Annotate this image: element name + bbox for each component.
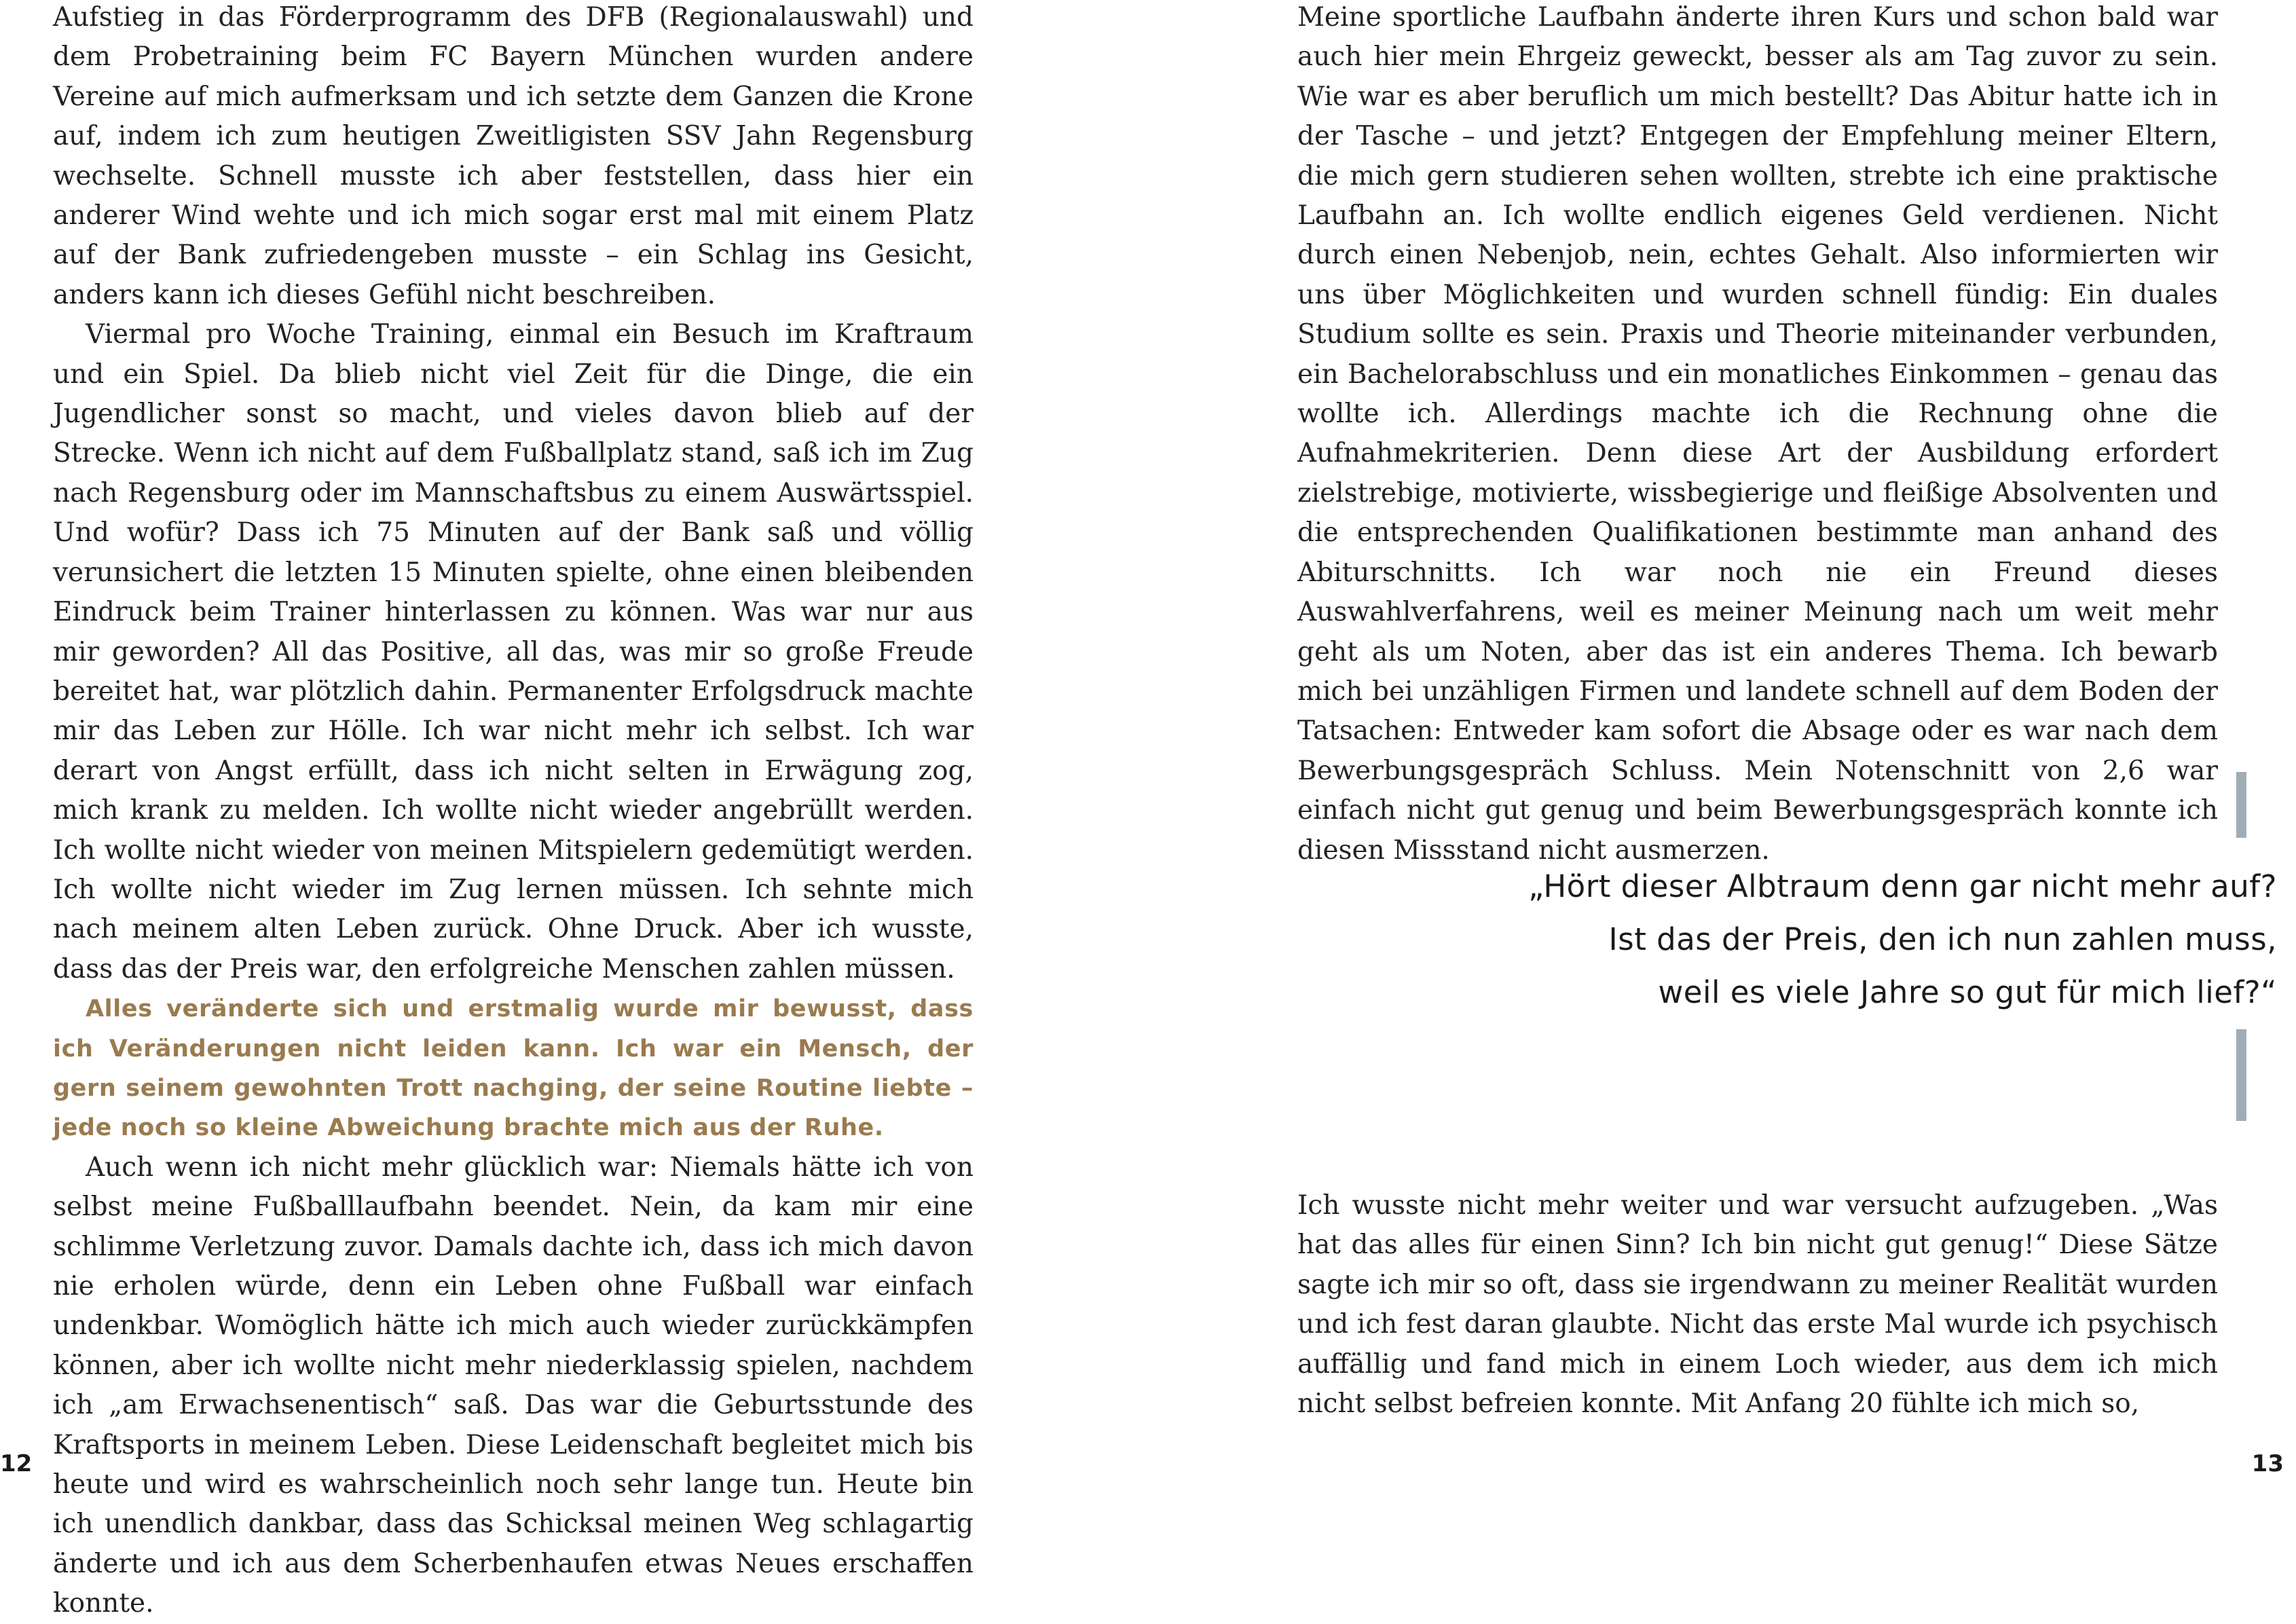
quote-bar-bottom xyxy=(2236,1029,2246,1121)
left-page: Aufstieg in das Förderprogramm des DFB (Regionalauswahl) und dem Probetraining beim FC Bayern München wurden andere Vereine auf mich aufmerksam und ich setzte dem Ganzen die Krone auf, indem ich zum heutigen Zweitligisten SSV Jahn Regensburg wechselte. Schnell musste ich aber feststellen, dass hier ein anderer Wind wehte und ich mich sogar erst mal mit einem Platz auf der Bank zufriedengeben musste – ein Schlag ins Gesicht, anders kann ich dieses Gefühl nicht beschreiben. Viermal pro Woche Training, einmal ein Besuch im Kraftraum und ein Spiel. Da blieb nicht viel Zeit für die Dinge, die ein Jugendlicher sonst so macht, und vieles davon blieb auf der Strecke. Wenn ich nicht auf dem Fußballplatz stand, saß ich im Zug nach Regensburg oder im Mannschaftsbus zu einem Auswärtsspiel. Und wofür? Dass ich 75 Minuten auf der Bank saß und völlig verunsichert die letzten 15 Minuten spielte, ohne einen bleibenden Eindruck beim Trainer hinterlassen zu können. Was war nur aus mir geworden? All das Positive, all das, was mir so große Freude bereitet hat, war plötzlich dahin. Permanenter Erfolgsdruck machte mir das Leben zur Hölle. Ich war nicht mehr ich selbst. Ich war derart von Angst erfüllt, dass ich nicht selten in Erwägung zog, mich krank zu melden. Ich wollte nicht wieder angebrüllt werden. Ich wollte nicht wieder von meinen Mitspielern gedemütigt werden. Ich wollte nicht wieder im Zug lernen müssen. Ich sehnte mich nach meinem alten Leben zurück. Ohne Druck. Aber ich wusste, dass das der Preis war, den erfolgreiche Menschen zahlen müssen. Alles veränderte sich und erstmalig wurde mir bewusst, dass ich Veränderungen nicht leiden kann. Ich war ein Mensch, der gern seinem gewohnten Trott nachging, der seine Routine liebte – jede noch so kleine Abweichung brachte mich aus der Ruhe. Auch wenn ich nicht mehr glücklich war: Niemals hätte ich von selbst meine Fußballlaufbahn beendet. Nein, da kam mir eine schlimme Verletzung zuvor. Damals dachte ich, dass ich mich davon nie erholen würde, denn ein Leben ohne Fußball war einfach undenkbar. Womöglich hätte ich mich auch wieder zurückkämpfen können, aber ich wollte nicht mehr niederklassig spielen, nachdem ich „am Erwachsenentisch“ saß. Das war die Geburtsstunde des Kraftsports in meinem Leben. Diese Leidenschaft begleitet mich bis heute und wird es wahrscheinlich noch sehr lange tun. Heute bin ich unendlich dankbar, dass das Schicksal meinen Weg schlagartig änderte und ich aus dem Scherbenhaufen etwas Neues erschaffen konnte. 12 xyxy=(0,0,1148,1477)
paragraph: Aufstieg in das Förderprogramm des DFB (Regionalauswahl) und dem Probetraining beim FC Bayern München wurden andere Vereine auf mich aufmerksam und ich setzte dem Ganzen die Krone auf, indem ich zum heutigen Zweitligisten SSV Jahn Regensburg wechselte. Schnell musste ich aber feststellen, dass hier ein anderer Wind wehte und ich mich sogar erst mal mit einem Platz auf der Bank zufriedengeben musste – ein Schlag ins Gesicht, anders kann ich dieses Gefühl nicht beschreiben. xyxy=(53,2,974,310)
paragraph: Meine sportliche Laufbahn änderte ihren Kurs und schon bald war auch hier mein Ehrgeiz geweckt, besser als am Tag zuvor zu sein. Wie war es aber beruflich um mich bestellt? Das Abitur hatte ich in der Tasche – und jetzt? Entgegen der Empfehlung meiner Eltern, die mich gern studieren sehen wollten, strebte ich eine praktische Laufbahn an. Ich wollte endlich eigenes Geld verdienen. Nicht durch einen Nebenjob, nein, echtes Gehalt. Also informierten wir uns über Möglichkeiten und wurden schnell fündig: Ein duales Studium sollte es sein. Praxis und Theorie miteinander verbunden, ein Bachelorabschluss und ein monatliches Einkommen – genau das wollte ich. Allerdings machte ich die Rechnung ohne die Aufnahmekriterien. Denn diese Art der Ausbildung erfordert zielstrebige, motivierte, wissbegierige und fleißige Absolventen und die entsprechenden Qualifikationen bestimmte man anhand des Abiturschnitts. Ich war noch nie ein Freund dieses Auswahlverfahrens, weil es meiner Meinung nach um weit mehr geht als um Noten, aber das ist ein anderes Thema. Ich bewarb mich bei unzähligen Firmen und landete schnell auf dem Boden der Tatsachen: Entweder kam sofort die Absage oder es war nach dem Bewerbungsgespräch Schluss. Mein Notenschnitt von 2,6 war einfach nicht gut genug und beim Bewerbungsgespräch konnte ich diesen Missstand nicht ausmerzen. xyxy=(1297,2,2218,866)
highlighted-passage: Alles veränderte sich und erstmalig wurde mir bewusst, dass ich Veränderungen nicht leiden kann. Ich war ein Mensch, der gern seinem gewohnten Trott nachging, der seine Routine liebte – jede noch so kleine Abweichung brachte mich aus der Ruhe. xyxy=(53,995,974,1142)
right-page: Meine sportliche Laufbahn änderte ihren Kurs und schon bald war auch hier mein Ehrgeiz geweckt, besser als am Tag zuvor zu sein. Wie war es aber beruflich um mich bestellt? Das Abitur hatte ich in der Tasche – und jetzt? Entgegen der Empfehlung meiner Eltern, die mich gern studieren sehen wollten, strebte ich eine praktische Laufbahn an. Ich wollte endlich eigenes Geld verdienen. Nicht durch einen Nebenjob, nein, echtes Gehalt. Also informierten wir uns über Möglichkeiten und wurden schnell fündig: Ein duales Studium sollte es sein. Praxis und Theorie miteinander verbunden, ein Bachelorabschluss und ein monatliches Einkommen – genau das wollte ich. Allerdings machte ich die Rechnung ohne die Aufnahmekriterien. Denn diese Art der Ausbildung erfordert zielstrebige, motivierte, wissbegierige und fleißige Absolventen und die entsprechenden Qualifikationen bestimmte man anhand des Abiturschnitts. Ich war noch nie ein Freund dieses Auswahlverfahrens, weil es meiner Meinung nach um weit mehr geht als um Noten, aber das ist ein anderes Thema. Ich bewarb mich bei unzähligen Firmen und landete schnell auf dem Boden der Tatsachen: Entweder kam sofort die Absage oder es war nach dem Bewerbungsgespräch Schluss. Mein Notenschnitt von 2,6 war einfach nicht gut genug und beim Bewerbungsgespräch konnte ich diesen Missstand nicht ausmerzen. „Hört dieser Albtraum denn gar nicht mehr auf? Ist das der Preis, den ich nun zahlen muss, weil es viele Jahre so gut für mich lief?“ Ich wusste nicht mehr weiter und war versucht aufzugeben. „Was hat das alles für einen Sinn? Ich bin nicht gut genug!“ Diese Sätze sagte ich mir so oft, dass sie irgendwann zu meiner Realität wurden und ich fest daran glaubte. Nicht das erste Mal wurde ich psychisch auffällig und fand mich in einem Loch wieder, aus dem ich mich nicht selbst befreien konnte. Mit Anfang 20 fühlte ich mich so, 13 xyxy=(1148,0,2296,1477)
paragraph-text: Viermal pro Woche Training, einmal ein Besuch im Kraftraum und ein Spiel. Da blieb nicht viel Zeit für die Dinge, die ein Jugendlicher sonst so macht, und vieles davon blieb auf der Strecke. Wenn ich nicht auf dem Fußballplatz stand, saß ich im Zug nach Regensburg oder im Mannschaftsbus zu einem Auswärtsspiel. Und wofür? Dass ich 75 Minuten auf der Bank saß und völlig verunsichert die letzten 15 Minuten spielte, ohne einen bleibenden Eindruck beim Trainer hinterlassen zu können. Was war nur aus mir geworden? All das Positive, all das, was mir so große Freude bereitet hat, war plötzlich dahin. Permanenter Erfolgsdruck machte mir das Leben zur Hölle. Ich war nicht mehr ich selbst. Ich war derart von Angst erfüllt, dass ich nicht selten in Erwägung zog, mich krank zu melden. Ich wollte nicht wieder angebrüllt werden. Ich wollte nicht wieder von meinen Mitspielern gedemütigt werden. Ich wollte nicht wieder im Zug lernen müssen. Ich sehnte mich nach meinem alten Leben zurück. Ohne Druck. Aber ich wusste, dass das der Preis war, den erfolgreiche Menschen zahlen müssen. xyxy=(53,319,974,984)
paragraph: Auch wenn ich nicht mehr glücklich war: Niemals hätte ich von selbst meine Fußballlaufbahn beendet. Nein, da kam mir eine schlimme Verletzung zuvor. Damals dachte ich, dass ich mich davon nie erholen würde, denn ein Leben ohne Fußball war einfach undenkbar. Womöglich hätte ich mich auch wieder zurückkämpfen können, aber ich wollte nicht mehr niederklassig spielen, nachdem ich „am Erwachsenentisch“ saß. Das war die Geburtsstunde des Kraftsports in meinem Leben. Diese Leidenschaft begleitet mich bis heute und wird es wahrscheinlich noch sehr lange tun. Heute bin ich unendlich dankbar, dass das Schicksal meinen Weg schlagartig änderte und ich aus dem Scherbenhaufen etwas Neues erschaffen konnte. xyxy=(53,1151,974,1619)
left-text-column xyxy=(53,0,974,1624)
paragraph xyxy=(53,315,974,1148)
pull-quote-line: weil es viele Jahre so gut für mich lief?“ xyxy=(1658,974,2277,1010)
right-text-column-bottom xyxy=(1297,1186,2218,1424)
quote-bar-top xyxy=(2236,772,2246,838)
pull-quote-line: „Hört dieser Albtraum denn gar nicht mehr auf? xyxy=(1528,868,2277,904)
pull-quote-line: Ist das der Preis, den ich nun zahlen muss, xyxy=(1608,921,2277,957)
paragraph: Ich wusste nicht mehr weiter und war versucht aufzugeben. „Was hat das alles für einen Sinn? Ich bin nicht gut genug!“ Diese Sätze sagte ich mir so oft, dass sie irgendwann zu meiner Realität wurden und ich fest daran glaubte. Nicht das erste Mal wurde ich psychisch auffällig und fand mich in einem Loch wieder, aus dem ich mich nicht selbst befreien konnte. Mit Anfang 20 fühlte ich mich so, xyxy=(1297,1190,2218,1420)
pull-quote xyxy=(1394,860,2277,1019)
right-text-column-top xyxy=(1297,0,2218,870)
